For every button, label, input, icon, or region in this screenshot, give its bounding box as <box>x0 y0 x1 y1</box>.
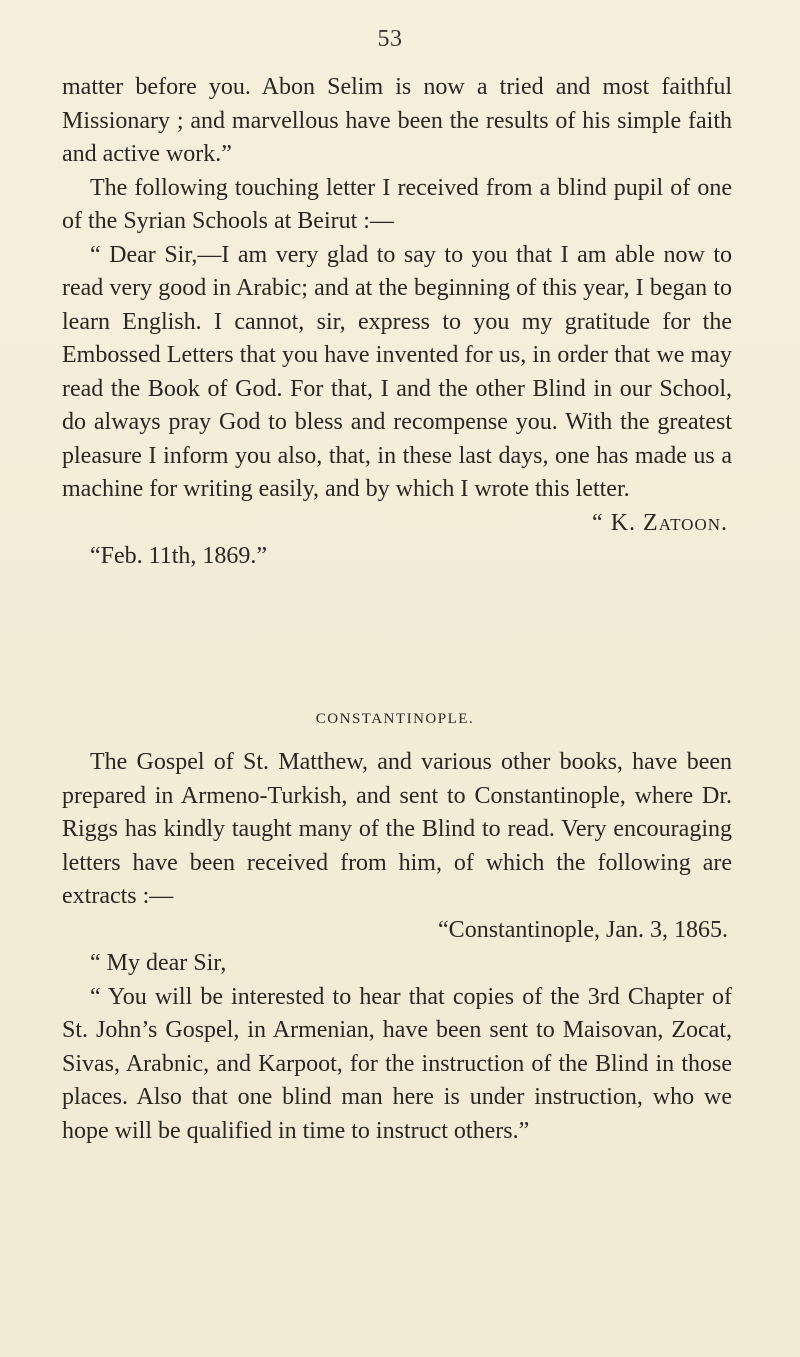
paragraph-abon-selim: matter before you. Abon Selim is now a tried and most faithful Missionary ; and marvellous have been the results of his simple faith and active work.” <box>62 74 732 167</box>
letter-signature: “ K. Zatoon. <box>592 509 728 536</box>
section-missionary-text <box>62 71 732 574</box>
letter-salutation: “ My dear Sir, <box>90 950 227 976</box>
paragraph-letter-intro: The following touching letter I received from a blind pupil of one of the Syrian Schools at Beirut :— <box>62 174 732 234</box>
letter-place-date: “Constantinople, Jan. 3, 1865. <box>438 916 728 943</box>
section-heading-constantinople: CONSTANTINOPLE. <box>315 711 475 727</box>
paragraph-gospel-st-matthew: The Gospel of St. Matthew, and various other books, have been prepared in Armeno-Turkish, and sent to Constantinople, where Dr. Riggs has kindly taught many of the Blind to read. Very encouraging letters have been received from him, of which the following are extracts :— <box>62 749 732 909</box>
section-constantinople-text <box>62 746 732 1148</box>
letter-zatoon-body: “ Dear Sir,—I am very glad to say to you that I am able now to read very good in Arabic; and at the beginning of this year, I began to learn English. I cannot, sir, express to you my gratitude for the Embossed Letters that you have invented for us, in order that we may read the Book of God. For that, I and the other Blind in our School, do always pray God to bless and recompense you. With the greatest pleasure I inform you also, that, in these last days, one has made us a machine for writing easily, and by which I wrote this letter. <box>62 241 732 502</box>
page-number: 53 <box>377 26 403 52</box>
letter-date: “Feb. 11th, 1869.” <box>90 543 268 569</box>
letter-riggs-body: “ You will be interested to hear that copies of the 3rd Chapter of St. John’s Gospel, in Armenian, have been sent to Maisovan, Zocat, Sivas, Arabnic, and Karpoot, for the instruction of the Blind in those places. Also that one blind man here is under instruction, who we hope will be qualified in time to instruct others.” <box>62 983 732 1144</box>
